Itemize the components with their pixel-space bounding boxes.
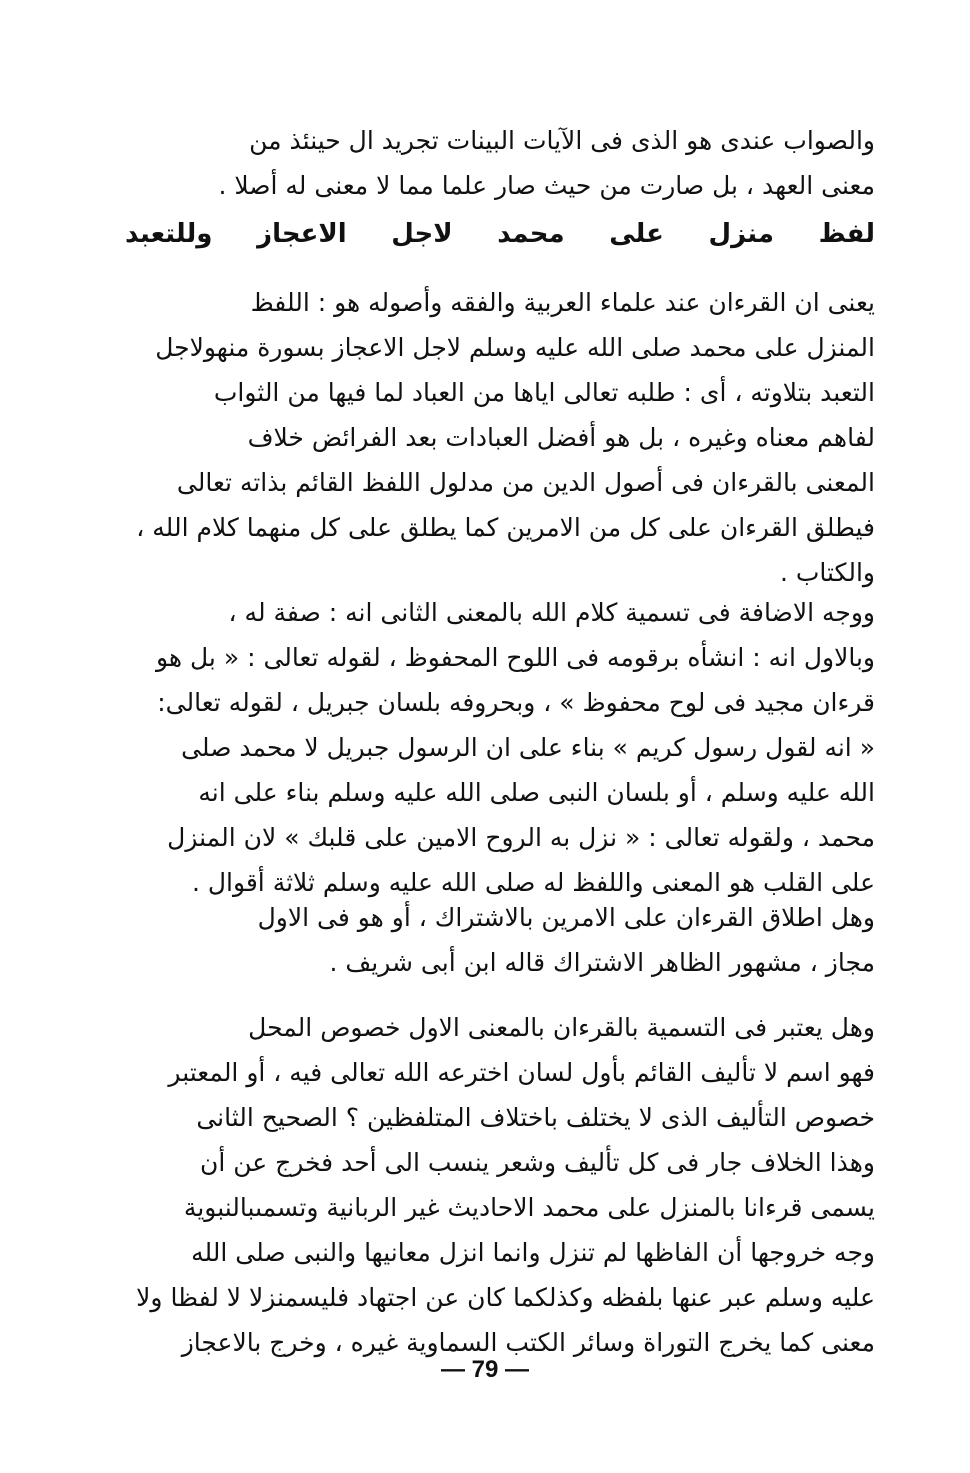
- text-line: معنى كما يخرج التوراة وسائر الكتب السماوية غيره ، وخرج بالاعجاز: [181, 1328, 875, 1357]
- text-line: يسمى قرءانا بالمنزل على محمد الاحاديث غير الربانية وتسمىبالنبوية: [183, 1193, 875, 1222]
- text-line: فهو اسم لا تأليف القائم بأول لسان اخترعه الله تعالى فيه ، أو المعتبر: [168, 1058, 875, 1087]
- text-line: لفاهم معناه وغيره ، بل هو أفضل العبادات بعد الفرائض خلاف: [247, 423, 875, 452]
- text-line: عليه وسلم عبر عنها بلفظه وكذلكما كان عن اجتهاد فليسمنزلا لا لفظا ولا: [136, 1283, 875, 1312]
- text-line: وجه خروجها أن الفاظها لم تنزل وانما انزل معانيها والنبى صلى الله: [191, 1238, 875, 1267]
- text-line: قرءان مجيد فى لوح محفوظ » ، وبحروفه بلسان جبريل ، لقوله تعالى:: [157, 688, 875, 717]
- text-line: ووجه الاضافة فى تسمية كلام الله بالمعنى الثانى انه : صفة له ،: [228, 598, 875, 627]
- text-line: وهل يعتبر فى التسمية بالقرءان بالمعنى الاول خصوص المحل: [248, 1013, 875, 1042]
- text-line: وبالاول انه : انشأه برقومه فى اللوح المحفوظ ، لقوله تعالى : « بل هو: [155, 643, 875, 672]
- text-line: المنزل على محمد صلى الله عليه وسلم لاجل الاعجاز بسورة منهولاجل: [155, 333, 875, 362]
- page-number: — 79 —: [440, 1356, 530, 1383]
- text-line: « انه لقول رسول كريم » بناء على ان الرسول جبريل لا محمد صلى: [181, 733, 875, 762]
- text-line: خصوص التأليف الذى لا يختلف باختلاف المتلفظين ؟ الصحيح الثانى: [196, 1103, 875, 1132]
- paragraph-4: [125, 895, 875, 985]
- paragraph-5: [125, 1005, 875, 1365]
- text-line: يعنى ان القرءان عند علماء العربية والفقه وأصوله هو : اللفظ: [250, 288, 875, 317]
- text-line: محمد ، ولقوله تعالى : « نزل به الروح الامين على قلبك » لان المنزل: [167, 823, 875, 852]
- paragraph-1: [125, 118, 875, 208]
- section-heading: لفظ منزل على محمد لاجل الاعجاز وللتعبد: [125, 219, 875, 249]
- text-line: الله عليه وسلم ، أو بلسان النبى صلى الله عليه وسلم بناء على انه: [198, 778, 875, 807]
- paragraph-2: [125, 280, 875, 595]
- text-line: وهذا الخلاف جار فى كل تأليف وشعر ينسب الى أحد فخرج عن أن: [199, 1148, 875, 1177]
- text-line: والكتاب .: [779, 558, 875, 587]
- text-line: فيطلق القرءان على كل من الامرين كما يطلق على كل منهما كلام الله ،: [136, 513, 875, 542]
- text-line: المعنى بالقرءان فى أصول الدين من مدلول اللفظ القائم بذاته تعالى: [176, 468, 875, 497]
- text-line: معنى العهد ، بل صارت من حيث صار علما مما لا معنى له أصلا .: [218, 171, 875, 200]
- text-line: وهل اطلاق القرءان على الامرين بالاشتراك ، أو هو فى الاول: [257, 903, 875, 932]
- text-line: مجاز ، مشهور الظاهر الاشتراك قاله ابن أبى شريف .: [329, 948, 875, 977]
- paragraph-3: [125, 590, 875, 905]
- text-line: التعبد بتلاوته ، أى : طلبه تعالى اياها من العباد لما فيها من الثواب: [213, 378, 875, 407]
- text-line: على القلب هو المعنى واللفظ له صلى الله عليه وسلم ثلاثة أقوال .: [191, 868, 875, 897]
- text-line: والصواب عندى هو الذى فى الآيات البينات تجريد ال حينئذ من: [249, 126, 875, 155]
